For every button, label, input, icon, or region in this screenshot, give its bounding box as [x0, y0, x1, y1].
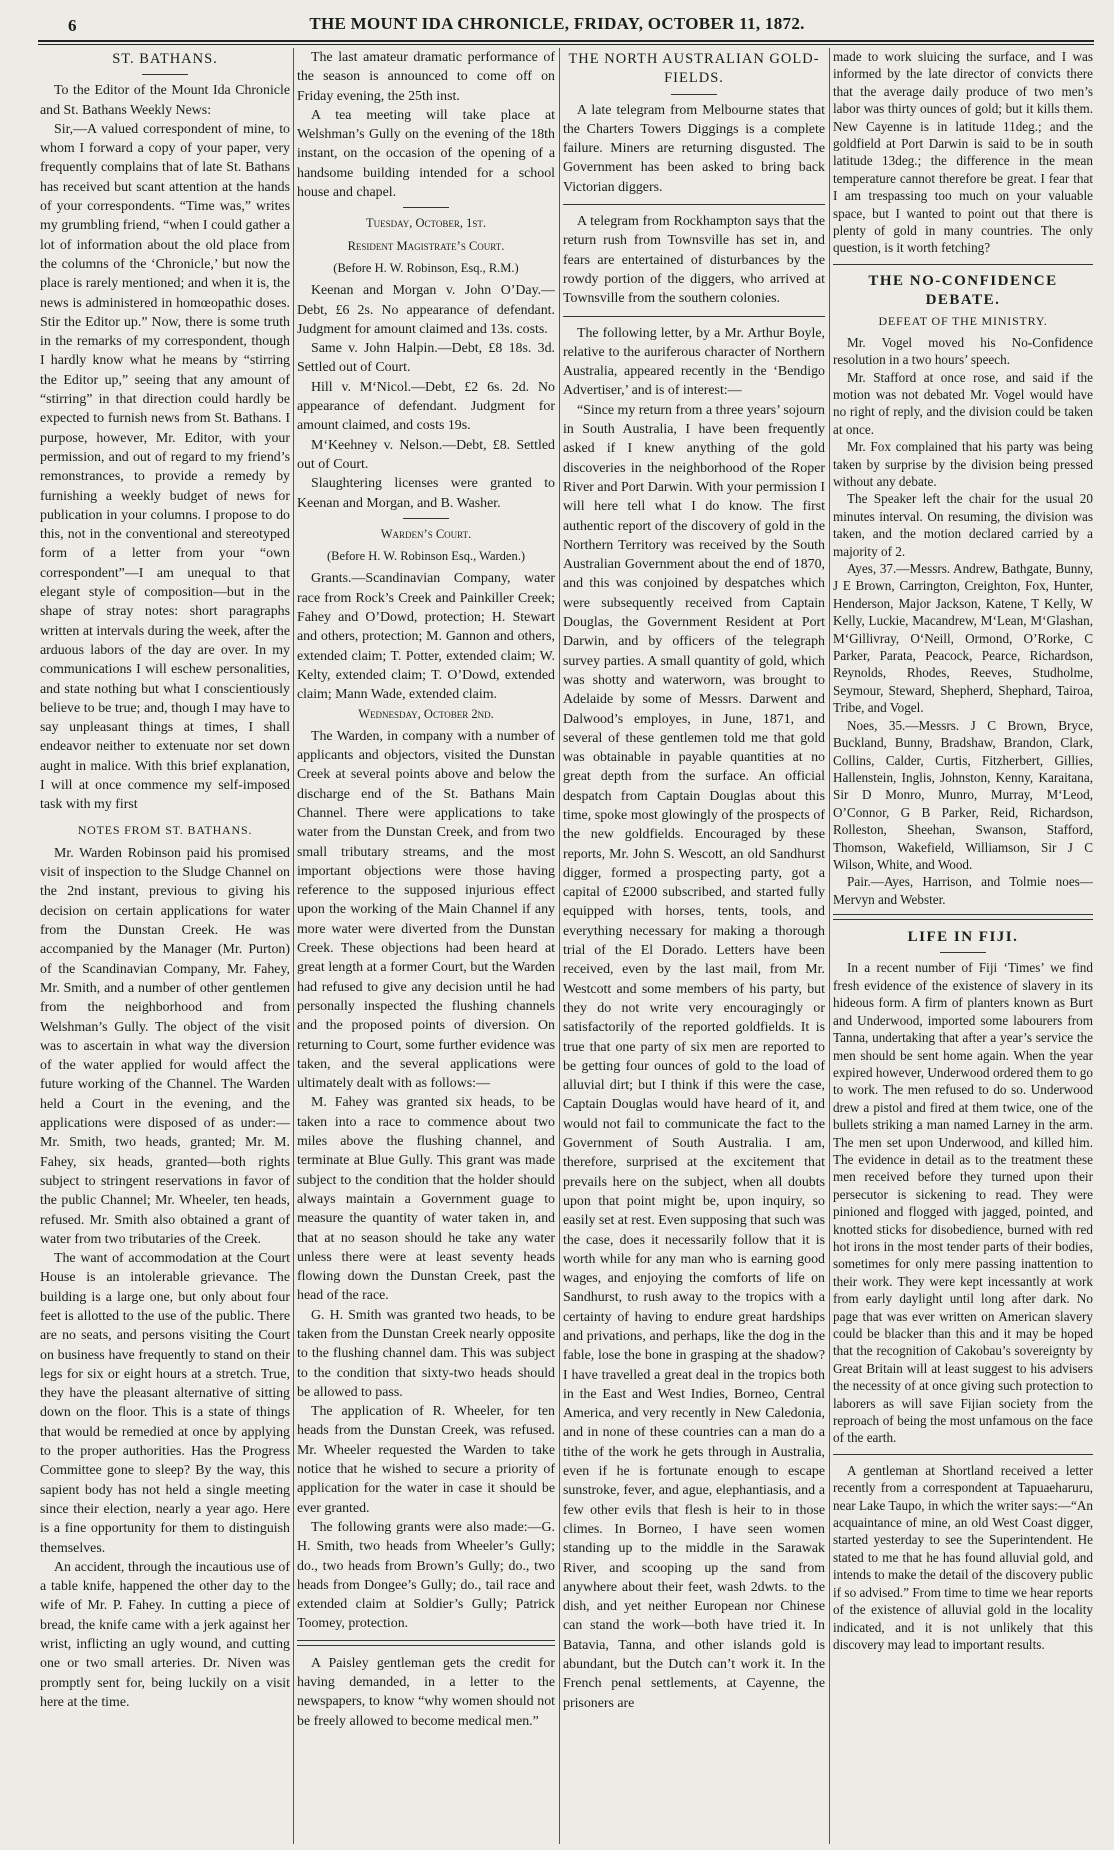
column-2 [297, 48, 555, 1844]
article-paragraph: “Since my return from a three years’ sojourn in South Australia, I have been frequently asked if I knew anything of the gold discoveries in the neighborhood of the Roper River and Port Darwin. With your permission I will here tell what I do know. The first authentic report of the discovery of gold in the Northern Territory was received by the South Australian Government about the end of 1870, and this was conjoined by despatches which were subsequently received from Captain Douglas, the Government Resident at Port Darwin, and by officers of the telegraph survey parties. A small quantity of gold, which was shotty and waterworn, was brought to Adelaide by some of Messrs. Darwent and Dalwood’s employes, in June, 1871, and several of these gentlemen told me that gold was obtainable in payable quantities at no great depth from the surface. An official despatch from Captain Douglas about this time, spoke most glowingly of the prospects of the new goldfields. Encouraged by these reports, Mr. John S. Wescott, an old Sandhurst digger, formed a prospecting party, got a capital of £2000 subscribed, and started fully equipped with horses, tents, tools, and everything necessary for making a thorough trial of the El Dorado. Letters have been received, even by the last mail, from Mr. Westcott and some members of his party, but they do not write very encouragingly or satisfactorily of the reported goldfields. It is true that one party of six men are reported to be getting four ounces of gold to the load of alluvial dirt; but I think if this were the case, Captain Douglas would have heard of it, and would not fail to communicate the fact to the Government of South Australia. I am, therefore, surprised at the excitement that prevails here on the subject, when all doubts upon that point might be, upon inquiry, so easily set at rest. Even supposing that such was the case, does it necessarily follow that it is worth while for any man who is earning good wages, and enjoying the comforts of life on Sandhurst, to rush away to the tropics with a certainty of having to endure great hardships and privations, and perhaps, like the dog in the fable, lose the bone in grasping at the shadow? I have travelled a great deal in the tropics both in the East and West Indies, Borneo, Central America, and very recently in New Caledonia, and in none of these countries can a man do a tithe of the work he gets through in Australia, even if he is fortunate enough to escape sunstroke, fever, and ague, elephantiasis, and a few other evils that flesh is heir to in those climes. In Borneo, I have seen women standing up to the middle in the Sarawak River, and scooping up the sand from anywhere about their feet, wash 2dwts. to the dish, and yet neither European nor Chinese can stand the work—both have tried it. In Batavia, Tanna, and other islands gold is abundant, but the Dutch can’t work it. In the French penal settlements, at Cayenne, the prisoners are [563, 402, 825, 1711]
article-heading: ST. BATHANS. [112, 51, 218, 67]
article-paragraph: The following letter, by a Mr. Arthur Boyle, relative to the auriferous character of Northern Australia, appeared recently in the ‘Bendigo Advertiser,’ and is of interest:— [563, 325, 825, 399]
column-divider [293, 48, 294, 1844]
article-separator [833, 264, 1093, 265]
division-list: Pair.—Ayes, Harrison, and Tolmie noes—Mervyn and Webster. [833, 874, 1093, 907]
newspaper-title: THE MOUNT IDA CHRONICLE, FRIDAY, OCTOBER 11, 1872. [309, 14, 805, 33]
article-paragraph: Grants.—Scandinavian Company, water race from Rock’s Creek and Painkiller Creek; Fahey and O’Dowd, protection; H. Stewart and others, protection; M. Gannon and others, extended claim; T. Potter, extended claim; W. Kelty, extended claim; T. O’Dowd, extended claim; Mann Wade, extended claim. [297, 571, 555, 703]
article-paragraph: Mr. Warden Robinson paid his promised visit of inspection to the Sludge Channel on the 2nd instant, previous to giving his decision on certain applications for water from the Dunstan Creek. He was accompanied by the Manager (Mr. Purton) of the Scandinavian Company, Mr. Fahey, Mr. Smith, and a number of other gentlemen from the neighborhood and from Welshman’s Gully. The object of the visit was to ascertain in what way the diversion of the water applied for would affect the future working of the Channel. The Warden held a Court in the evening, and the applications were disposed of as under:—Mr. Smith, two heads, granted; Mr. M. Fahey, six heads, granted—both rights subject to stringent reservations in favor of the public Channel; Mr. Wheeler, ten heads, refused. Mr. Smith also obtained a grant of water from two tributaries of the Creek. [40, 845, 290, 1247]
article-heading: THE NORTH AUSTRALIAN GOLD-FIELDS. [568, 51, 820, 87]
division-list: Noes, 35.—Messrs. J C Brown, Bryce, Buckland, Bunny, Bradshaw, Brandon, Clark, Collins, Calder, Curtis, Fitzherbert, Gillies, Hallenstein, Inglis, Johnston, Kenny, Karaitana, Sir D Monro, Munro, Murray, M‘Leod, O’Connor, G B Parker, Reid, Richardson, Rolleston, Sheehan, Swanson, Stafford, Thomson, Wakefield, Williamson, Sir J C Wilson, White, and Wood. [833, 717, 1093, 872]
article-paragraph: The Speaker left the chair for the usual 20 minutes interval. On resuming, the division was taken, and the motion declared carried by a majority of 2. [833, 491, 1093, 559]
section-heading: NOTES FROM ST. BATHANS. [77, 822, 253, 837]
article-paragraph: Mr. Fox complained that his party was being taken by surprise by the division being pressed without any debate. [833, 439, 1093, 490]
article-paragraph: Mr. Stafford at once rose, and said if the motion was not debated Mr. Vogel would have no right of reply, and the division could be taken at once. [833, 369, 1093, 437]
article-paragraph: The last amateur dramatic performance of the season is announced to come off on Friday evening, the 25th inst. [297, 50, 555, 104]
article-paragraph: M. Fahey was granted six heads, to be taken into a race to commence about two miles above the flushing channel, and terminate at Blue Gully. This grant was made subject to the condition that the holder should always maintain a Government guage to measure the quantity of water taken in, and that at no season should he take any water unless there were at least seventy heads flowing down the Dunstan Creek, past the head of the race. [297, 1095, 555, 1304]
masthead-rule [38, 40, 1094, 42]
article-paragraph: The Warden, in company with a number of applicants and objectors, visited the Dunstan Creek at several points above and below the discharge end of the St. Bathans Main Channel. There were applications to take water from the Dunstan Creek, and from two small tributary streams, and the most important objections were those having reference to the supposed injurious effect upon the working of the Main Channel if any more water were diverted from the Dunstan Creek. These objections had been heard at great length at a former Court, but the Warden had refused to give any decision until he had personally inspected the flushing channels and the proposed points of diversion. On returning to Court, some further evidence was taken, and the several applications were ultimately dealt with as follows:— [297, 728, 555, 1092]
article-paragraph: A late telegram from Melbourne states that the Charters Towers Diggings is a complete failure. Miners are returning disgusted. The Government has been asked to bring back Victorian diggers. [563, 102, 825, 195]
double-rule [297, 1640, 555, 1646]
date-heading: Wednesday, October 2nd. [358, 706, 494, 721]
court-heading: Warden’s Court. [380, 526, 472, 541]
article-paragraph: An accident, through the incautious use of a table knife, happened the other day to the wife of Mr. P. Fahey. In cutting a piece of bread, the knife came with a jerk against her wrist, inflicting an ugly wound, and cutting one or two small arteries. Dr. Niven was promptly sent for, being luckily on a visit here at the time. [40, 1559, 290, 1710]
article-paragraph: A gentleman at Shortland received a letter recently from a correspondent at Tapuaeharuru, near Lake Taupo, in which the writer says:—“An acquaintance of mine, an old West Coast digger, started yesterday to see the Superintendent. He stated to me that he has found alluvial gold, and intends to make the detail of the discovery public if so advised.” From time to time we hear reports of the existence of alluvial gold in the locality indicated, and it is not unlikely that this discovery may lead to important results. [833, 1462, 1093, 1652]
article-paragraph: Slaughtering licenses were granted to Keenan and Morgan, and B. Washer. [297, 476, 555, 511]
short-rule [671, 94, 717, 95]
article-subheading: DEFEAT OF THE MINISTRY. [878, 314, 1048, 329]
short-rule [403, 518, 449, 519]
article-separator [563, 316, 825, 317]
division-list: Ayes, 37.—Messrs. Andrew, Bathgate, Bunny, J E Brown, Carrington, Creighton, Fox, Hunter, Henderson, Major Jackson, Katene, T Kelly, W Kelly, Luckie, Macandrew, M‘Lean, M‘Glashan, M‘Gillivray, O‘Neill, Ormond, O’Rorke, C Parker, Parata, Peacock, Pearce, Richardson, Reynolds, Rhodes, Reeves, Studholme, Seymour, Steward, Shepherd, Shephard, Tairoa, Tribe, and Vogel. [833, 561, 1093, 716]
article-paragraph: In a recent number of Fiji ‘Times’ we find fresh evidence of the existence of slavery in its hideous form. A firm of planters known as Burt and Underwood, imported some labourers from Tanna, undertaking that after a year’s service the men should be sent home again. When the year expired however, Underwood ordered them to go to work. The men refused to do so. Underwood drew a pistol and fired at them twice, one of the bullets striking a man named Larney in the arm. The men set upon Underwood, and killed him. The evidence in detail as to the treatment these men received before they turned upon their persecutor is sickening to read. They were pinioned and flogged with jagged, pointed, and knotted sticks for disobedience, burned with red hot irons in the most tender parts of their bodies, sometimes for only mere passing inattention to their work. They were kept incessantly at work from early daylight until long after dark. No page that was ever written on American slavery could be blacker than this and it may be hoped that the recognition of Cakobau’s sovereignty by Great Britain will at least suggest to his advisers the necessity of at once giving such protection to laborers as will save Fijian society from the reproach of being the most unfamous on the face of the earth. [833, 960, 1093, 1446]
column-divider [829, 48, 830, 1844]
short-rule [142, 74, 188, 75]
article-paragraph: The following grants were also made:—G. H. Smith, two heads from Wheeler’s Gully; do., two heads from Brown’s Gully; do., two heads from Dongee’s Gully; do., tail race and extended claim at Soldier’s Gully; Patrick Toomey, protection. [297, 1519, 555, 1632]
page-number: 6 [68, 16, 77, 35]
column-3 [563, 48, 825, 1844]
court-case: Hill v. M‘Nicol.—Debt, £2 6s. 2d. No appearance of defendant. Judgment for amount claimed, and costs 19s. [297, 379, 555, 434]
court-presiding: (Before H. W. Robinson, Esq., R.M.) [333, 260, 519, 275]
column-4 [833, 48, 1093, 1844]
article-paragraph: A Paisley gentleman gets the credit for having demanded, in a letter to the newspapers, to know “why women should not be freely allowed to become medical men.” [297, 1655, 555, 1729]
court-case: M‘Keehney v. Nelson.—Debt, £8. Settled out of Court. [297, 437, 555, 472]
letter-address: To the Editor of the Mount Ida Chronicle and St. Bathans Weekly News: [40, 83, 290, 118]
short-rule [403, 207, 449, 208]
article-heading: LIFE IN FIJI. [907, 929, 1019, 946]
date-heading: Tuesday, October, 1st. [365, 216, 487, 231]
article-paragraph: A telegram from Rockhampton says that the return rush from Townsville has set in, and fears are entertained of disturbances by the rowdy portion of the diggers, who arrived at Townsville from the southern colonies. [563, 214, 825, 307]
court-case: Keenan and Morgan v. John O’Day.—Debt, £6 2s. No appearance of defendant. Judgment for amount claimed and 13s. costs. [297, 283, 555, 337]
double-rule [833, 914, 1093, 920]
article-separator [833, 1454, 1093, 1455]
article-paragraph: The application of R. Wheeler, for ten heads from the Dunstan Creek, was refused. Mr. Wheeler requested the Warden to take notice that he wished to secure a priority of application for the water in case it should be ever granted. [297, 1404, 555, 1516]
masthead-rule-thin [38, 44, 1094, 45]
article-separator [563, 204, 825, 205]
article-paragraph: G. H. Smith was granted two heads, to be taken from the Dunstan Creek nearly opposite to the flushing channel dam. This was subject to the condition that sixty-two heads should be allowed to pass. [297, 1307, 555, 1400]
article-paragraph: Mr. Vogel moved his No-Confidence resolution in a two hours’ speech. [833, 334, 1093, 368]
short-rule [940, 952, 986, 953]
court-presiding: (Before H. W. Robinson Esq., Warden.) [326, 549, 526, 564]
column-divider [559, 48, 560, 1844]
article-paragraph: made to work sluicing the surface, and I was informed by the late director of convicts there that the average daily produce of two men’s labor was thirty ounces of gold; but it kills them. New Cayenne is in latitude 11deg.; and the goldfield at Port Darwin is said to be in south latitude 13deg.; the difference in the mean temperature cannot therefore be great. I fear that I am trespassing too much on your valuable space, but I wanted to point out that there is plenty of gold in many countries. The only question, is it worth fetching? [833, 49, 1093, 256]
article-paragraph: A tea meeting will take place at Welshman’s Gully on the evening of the 18th instant, on the occasion of the opening of a handsome building intended for a school house and chapel. [297, 107, 555, 201]
court-case: Same v. John Halpin.—Debt, £8 18s. 3d. Settled out of Court. [297, 341, 555, 376]
masthead [0, 12, 1114, 38]
court-heading: Resident Magistrate’s Court. [347, 238, 505, 253]
article-paragraph: The want of accommodation at the Court House is an intolerable grievance. The building is a large one, but only about four feet is allotted to the use of the public. There are no seats, and persons visiting the Court on business have frequently to stand on their legs for six or eight hours at a stretch. True, they have the pleasant alternative of sitting down on the floor. This is a state of things that would be remedied at once by applying to the proper authorities. Has the Progress Committee gone to sleep? By the way, this sapient body has not held a single meeting since their election, nearly a year ago. Here is a fine opportunity for them to distinguish themselves. [40, 1251, 290, 1556]
article-paragraph: Sir,—A valued correspondent of mine, to whom I forward a copy of your paper, very frequently complains that of late St. Bathans has received but scant attention at the hands of your correspondents. “Time was,” writes my grumbling friend, “when I could gather a lot of information about the old place from the columns of the ‘Chronicle,’ but now the place is rarely mentioned; and when it is, the news is administered in homœopathic doses. Stir the Editor up.” Now, there is some truth in the remarks of my correspondent, though I hardly know what he means by “stirring the Editor up,” seeing that any amount of “stirring” in that direction could hardly be expected to furnish news from St. Bathans. I purpose, however, Mr. Editor, with your permission, and out of regard to my friend’s remonstrances, to provide a remedy by furnishing a weekly budget of news for publication in your columns. I propose to do this, not in the conventional and stereotyped form of a letter from your “own correspondent”—I am unequal to that elegant style of composition—but in the shape of stray notes: short paragraphs written at intervals during the week, after the arduous labors of the day are over. In my communications I will eschew personalities, and state nothing but what I conscientiously believe to be true; and, though I may have to say unpleasant things at times, I shall endeavor neither to extenuate nor set down aught in malice. With this brief explanation, I will at once commence my self-imposed task with my first [40, 121, 290, 813]
column-1 [40, 48, 290, 1844]
article-heading: THE NO-CONFIDENCE DEBATE. [868, 272, 1058, 309]
